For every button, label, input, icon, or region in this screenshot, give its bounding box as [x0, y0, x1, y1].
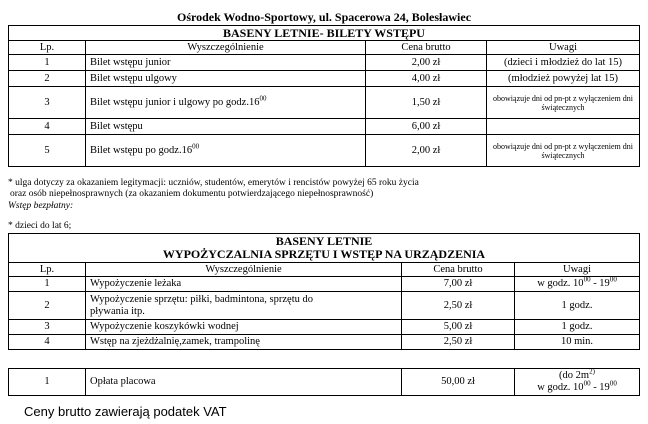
- table-row: [9, 335, 640, 350]
- row-price: 7,00 zł: [402, 277, 515, 292]
- free-entry-label: Wstęp bezpłatny:: [8, 201, 74, 211]
- row-note: 1 godz.: [515, 292, 640, 320]
- row-lp: 1: [9, 55, 86, 71]
- col-header-lp: Lp.: [9, 263, 86, 277]
- row-note: obowiązuje dni od pn-pt z wyłączeniem dni świątecznych: [487, 135, 640, 167]
- col-header-price: Cena brutto: [366, 41, 487, 55]
- row-note: 10 min.: [515, 335, 640, 350]
- row-price: 6,00 zł: [366, 119, 487, 135]
- table-row: [9, 292, 640, 320]
- row-price: 2,00 zł: [366, 55, 487, 71]
- free-entry-item: * dzieci do lat 6;: [8, 221, 72, 231]
- table-row: [9, 277, 640, 292]
- row-note: (młodzież powyżej lat 15): [487, 71, 640, 87]
- row-item: Wypożyczenie sprzętu: piłki, badmintona, sprzętu do pływania itp.: [86, 292, 402, 320]
- row-price: 5,00 zł: [402, 320, 515, 335]
- col-header-price: Cena brutto: [402, 263, 515, 277]
- vat-footer: Ceny brutto zawierają podatek VAT: [24, 404, 227, 419]
- row-item: Opłata placowa: [86, 369, 402, 396]
- table-row: [9, 369, 640, 396]
- discount-note-line2: oraz osób niepełnosprawnych (za okazaniem dokumentu potwierdzającego niepełnosprawność): [10, 189, 374, 199]
- page-header: Ośrodek Wodno-Sportowy, ul. Spacerowa 24, Bolesławiec: [176, 10, 472, 24]
- row-price: 2,50 zł: [402, 335, 515, 350]
- col-header-item: Wyszczególnienie: [86, 263, 402, 277]
- table-row: [9, 71, 640, 87]
- row-item: Bilet wstępu junior: [86, 55, 366, 71]
- row-price: 2,50 zł: [402, 292, 515, 320]
- row-note: (dzieci i młodzież do lat 15): [487, 55, 640, 71]
- table-row: [9, 87, 640, 119]
- row-item: Bilet wstępu junior i ulgowy po $godz.16^{00}$: [86, 87, 366, 119]
- row-price: 4,00 zł: [366, 71, 487, 87]
- row-item: Wypożyczenie leżaka: [86, 277, 402, 292]
- rental-table: [8, 233, 640, 350]
- row-lp: 3: [9, 320, 86, 335]
- col-header-item: Wyszczególnienie: [86, 41, 366, 55]
- row-item: Bilet wstępu po $godz.16^{00}$: [86, 135, 366, 167]
- col-header-notes: Uwagi: [487, 41, 640, 55]
- discount-note-line1: * ulga dotyczy za okazaniem legitymacji: uczniów, studentów, emerytów i rencistów powyżej 65 roku życia: [8, 178, 419, 188]
- fee-table: [8, 368, 640, 396]
- row-note: w godz. $10^{00} - 19^{00}$: [515, 277, 640, 292]
- row-lp: 4: [9, 335, 86, 350]
- row-item: Wypożyczenie koszykówki wodnej: [86, 320, 402, 335]
- row-item: Wstęp na zjeżdżalnię,zamek, trampolinę: [86, 335, 402, 350]
- table-row: [9, 55, 640, 71]
- col-header-notes: Uwagi: [515, 263, 640, 277]
- row-note: obowiązuje dni od pn-pt z wyłączeniem dni świątecznych: [487, 87, 640, 119]
- table-row: [9, 320, 640, 335]
- row-lp: 4: [9, 119, 86, 135]
- row-price: 1,50 zł: [366, 87, 487, 119]
- rental-table-title: BASENY LETNIE WYPOŻYCZALNIA SPRZĘTU I WSTĘP NA URZĄDZENIA: [9, 234, 640, 263]
- table-row: [9, 119, 640, 135]
- row-lp: 2: [9, 71, 86, 87]
- row-price: 2,00 zł: [366, 135, 487, 167]
- col-header-lp: Lp.: [9, 41, 86, 55]
- row-lp: 3: [9, 87, 86, 119]
- tickets-table: [8, 25, 640, 167]
- discount-note: [8, 178, 638, 232]
- row-lp: 2: [9, 292, 86, 320]
- row-price: 50,00 zł: [402, 369, 515, 396]
- row-note: (do $2m^{2)}$ w godz. $10^{00} - 19^{00}$: [515, 369, 640, 396]
- row-lp: 1: [9, 369, 86, 396]
- row-lp: 1: [9, 277, 86, 292]
- row-note: [487, 119, 640, 135]
- row-item: Bilet wstępu: [86, 119, 366, 135]
- row-lp: 5: [9, 135, 86, 167]
- row-item: Bilet wstępu ulgowy: [86, 71, 366, 87]
- row-note: 1 godz.: [515, 320, 640, 335]
- tickets-table-title: BASENY LETNIE- BILETY WSTĘPU: [9, 26, 640, 41]
- table-row: [9, 135, 640, 167]
